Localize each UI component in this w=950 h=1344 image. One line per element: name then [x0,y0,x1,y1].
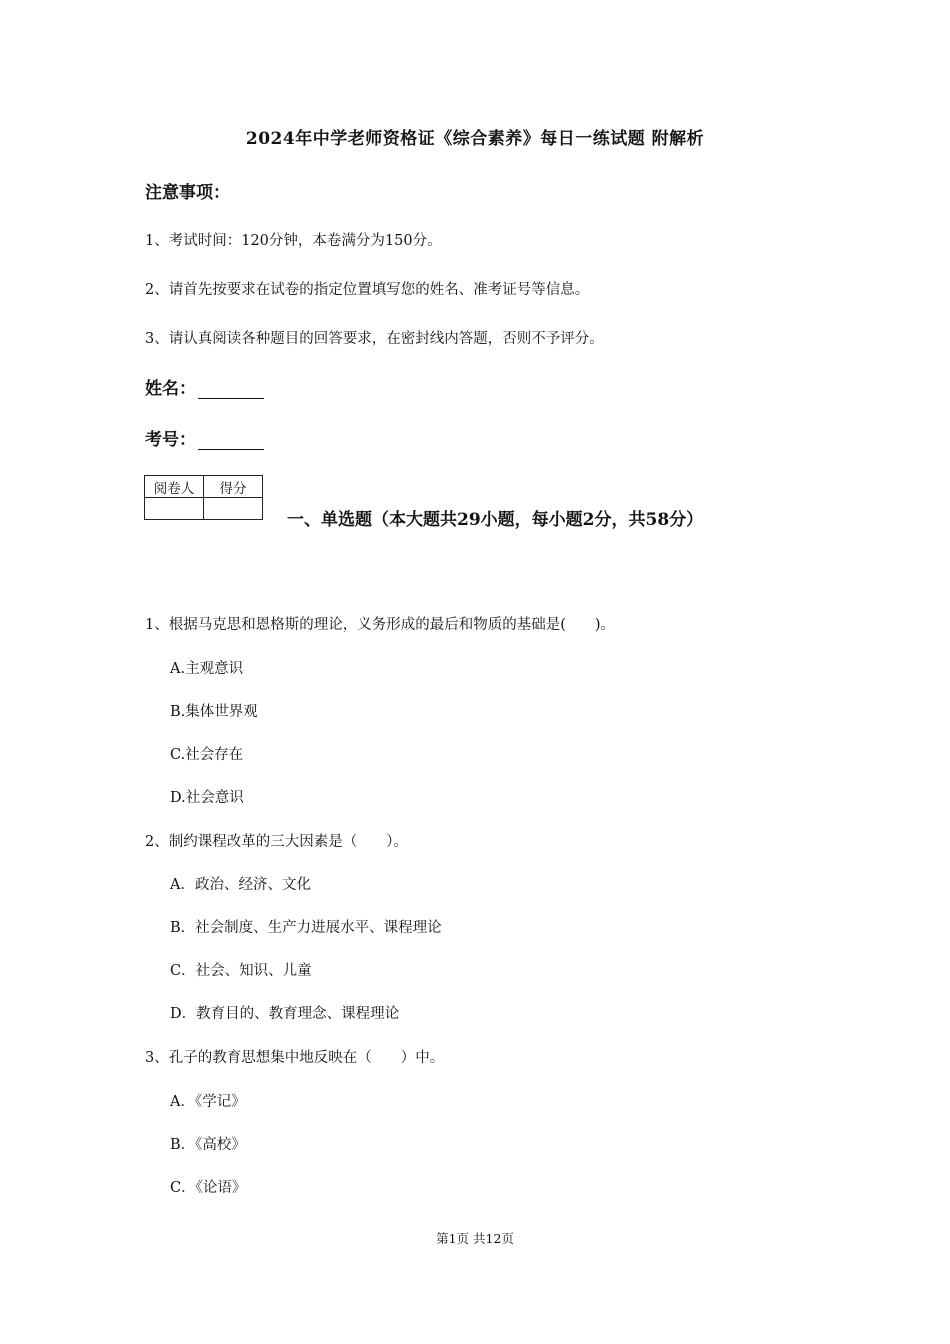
question-option: A．《学记》 [170,1094,246,1110]
question-option: D.社会意识 [170,790,244,806]
question-option: B．社会制度、生产力进展水平、课程理论 [170,920,442,936]
name-field[interactable] [145,374,264,399]
question-stem: 3、孔子的教育思想集中地反映在（ ）中。 [145,1050,445,1066]
question-stem: 2、制约课程改革的三大因素是（ ）。 [145,834,408,850]
name-blank-line[interactable] [198,380,264,399]
question-option: C.社会存在 [170,747,244,763]
document-title: 2024年中学老师资格证《综合素养》每日一练试题 附解析 [245,129,705,149]
reviewer-header: 阅卷人 [145,476,204,498]
notice-item: 3、请认真阅读各种题目的回答要求，在密封线内答题，否则不予评分。 [145,331,604,347]
question-option: B.集体世界观 [170,704,258,720]
exam-id-label: 考号： [145,430,196,450]
name-label: 姓名： [145,379,196,399]
exam-id-field[interactable] [145,425,264,450]
notice-item: 1、考试时间：120分钟，本卷满分为150分。 [145,233,442,249]
score-header: 得分 [204,476,263,498]
question-option: D．教育目的、教育理念、课程理论 [170,1006,400,1022]
page-footer: 第1页 共12页 [436,1231,514,1246]
score-cell[interactable] [204,498,263,520]
question-stem: 1、根据马克思和恩格斯的理论，义务形成的最后和物质的基础是( )。 [145,617,616,633]
section-title: 一、单选题（本大题共29小题，每小题2分，共58分） [287,510,704,530]
question-option: A．政治、经济、文化 [170,877,311,893]
question-option: C．社会、知识、儿童 [170,963,312,979]
question-option: C．《论语》 [170,1180,247,1196]
reviewer-cell[interactable] [145,498,204,520]
score-table [144,475,263,520]
notice-heading: 注意事项： [145,183,230,203]
question-option: B．《高校》 [170,1137,246,1153]
question-option: A.主观意识 [170,661,244,677]
notice-item: 2、请首先按要求在试卷的指定位置填写您的姓名、准考证号等信息。 [145,282,590,298]
exam-id-blank-line[interactable] [198,431,264,450]
